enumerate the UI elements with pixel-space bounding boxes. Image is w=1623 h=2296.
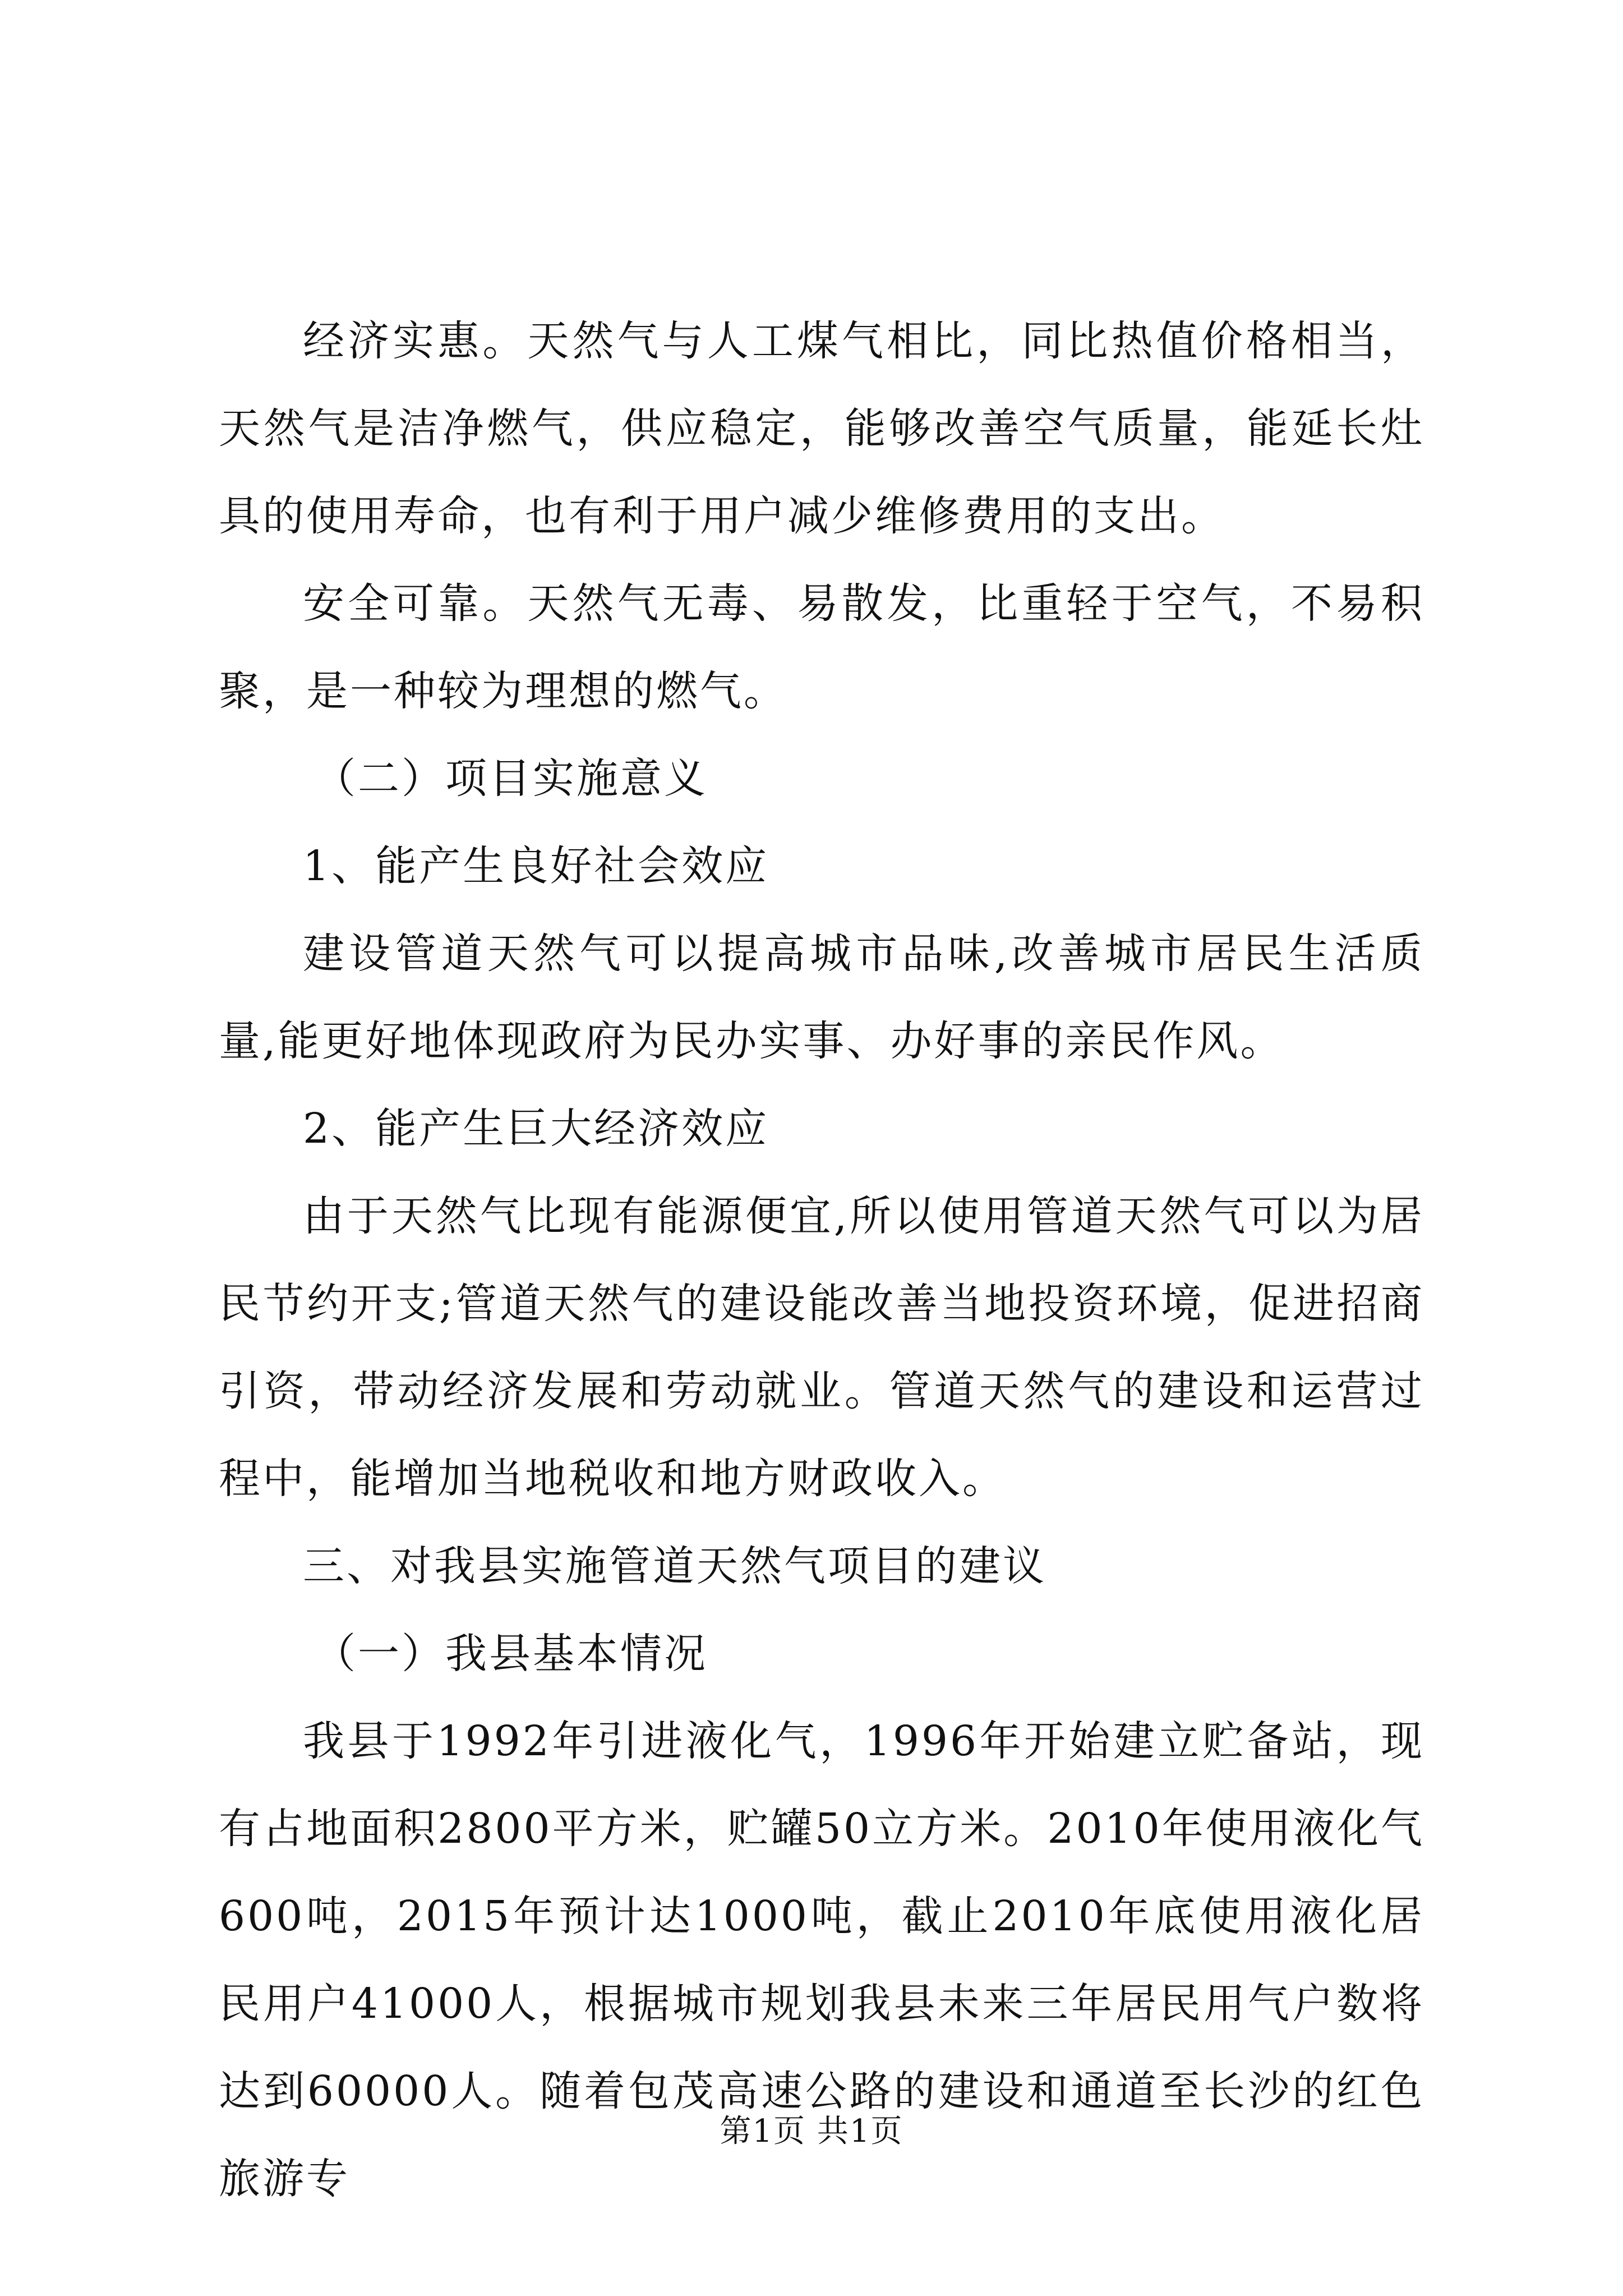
subheading-social-effect: 1、能产生良好社会效应 bbox=[303, 842, 769, 890]
document-body bbox=[219, 297, 1424, 2223]
section-heading-basic-situation: （一）我县基本情况 bbox=[314, 1630, 708, 1678]
page-footer: 第1页 共1页 bbox=[720, 2113, 903, 2150]
paragraph-economic-effect: 由于天然气比现有能源便宜,所以使用管道天然气可以为居民节约开支;管道天然气的建设能改善当地投资环境，促进招商引资，带动经济发展和劳动就业。管道天然气的建设和运营过程中，能增加当地税收和地方财政收入。 bbox=[219, 1192, 1424, 1503]
paragraph-social-effect: 建设管道天然气可以提高城市品味,改善城市居民生活质量,能更好地体现政府为民办实事、办好事的亲民作风。 bbox=[219, 930, 1424, 1065]
section-heading-significance: （二）项目实施意义 bbox=[314, 754, 708, 803]
paragraph-basic-situation: 我县于1992年引进液化气，1996年开始建立贮备站，现有占地面积2800平方米，贮罐50立方米。2010年使用液化气600吨，2015年预计达1000吨，截止2010年底使用液化居民用户41000人，根据城市规划我县未来三年居民用气户数将达到60000人。随着包茂高速公路的建设和通道至长沙的红色旅游专 bbox=[219, 1717, 1424, 2203]
paragraph-safety: 安全可靠。天然气无毒、易散发，比重轻于空气，不易积聚，是一种较为理想的燃气。 bbox=[219, 579, 1424, 715]
subheading-economic-effect: 2、能产生巨大经济效应 bbox=[303, 1105, 769, 1153]
section-heading-recommendations: 三、对我县实施管道天然气项目的建议 bbox=[303, 1542, 1046, 1590]
paragraph-economic-benefit: 经济实惠。天然气与人工煤气相比，同比热值价格相当，天然气是洁净燃气，供应稳定，能够改善空气质量，能延长灶具的使用寿命，也有利于用户减少维修费用的支出。 bbox=[219, 317, 1424, 540]
